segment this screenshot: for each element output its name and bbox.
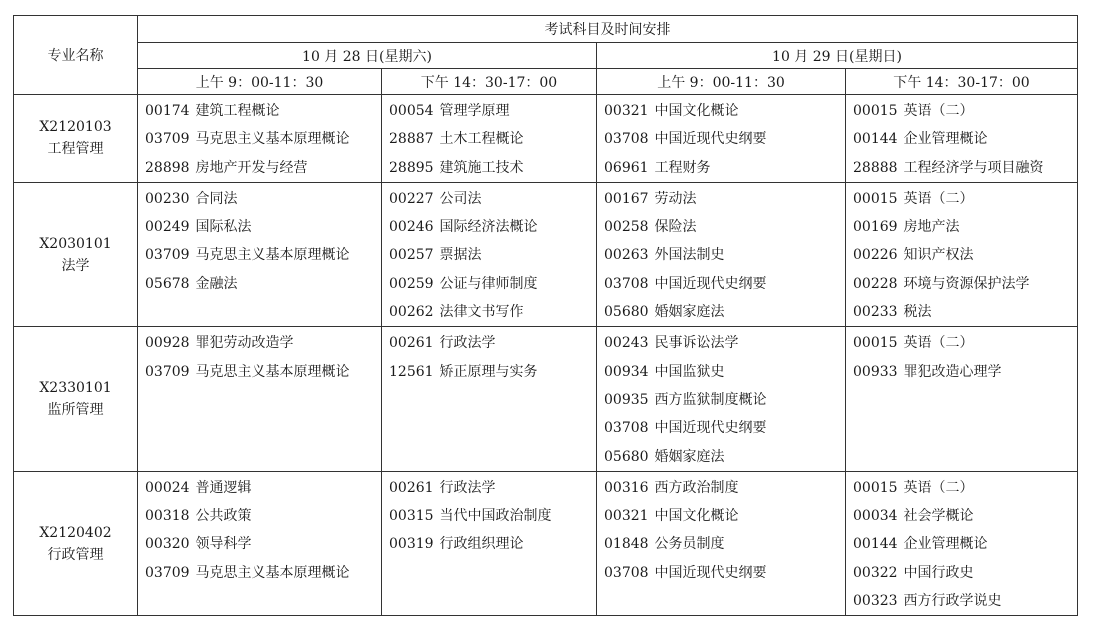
subject-code: 00258 [604, 219, 649, 236]
subject-item [604, 125, 845, 153]
subject-item [853, 502, 1077, 530]
major-name: 监所管理 [47, 402, 104, 419]
subject-item [145, 213, 381, 241]
major-cell [14, 471, 138, 615]
subject-code: 00321 [604, 103, 649, 119]
slot-cell [846, 471, 1078, 615]
subject-name: 外国法制史 [654, 247, 725, 264]
subject-code: 00230 [145, 190, 190, 207]
major-name: 工程管理 [47, 141, 104, 158]
subject-code: 01848 [604, 536, 649, 553]
subject-item [853, 241, 1077, 269]
subject-item [604, 185, 845, 213]
subject-item [389, 298, 596, 326]
schedule-title: 考试科目及时间安排 [138, 16, 1078, 43]
subject-name: 法律文书写作 [439, 304, 524, 321]
slot-cell [138, 182, 382, 326]
slot-cell [138, 95, 382, 183]
subject-code: 05680 [604, 448, 649, 465]
subject-code: 28895 [389, 159, 434, 176]
subject-code: 00249 [145, 219, 190, 236]
major-row [14, 182, 1078, 326]
major-code: X2120402 [39, 524, 112, 541]
subject-code: 00323 [853, 593, 898, 610]
subject-name: 企业管理概论 [903, 536, 988, 553]
major-row [14, 327, 1078, 471]
subject-code: 00015 [853, 479, 898, 496]
subject-item [604, 443, 845, 471]
subject-item [853, 125, 1077, 153]
subject-item [145, 241, 381, 269]
subject-code: 00054 [389, 103, 434, 119]
subject-name: 土木工程概论 [439, 131, 524, 148]
subject-item [853, 559, 1077, 587]
subject-name: 企业管理概论 [903, 131, 988, 148]
major-code: X2030101 [39, 235, 112, 252]
subject-name: 建筑施工技术 [439, 159, 524, 176]
subject-name: 矫正原理与实务 [439, 363, 538, 380]
subject-code: 03708 [604, 564, 649, 581]
subject-code: 00015 [853, 103, 898, 119]
slot-header-day1-am: 上午 9：00-11：30 [138, 69, 382, 95]
subject-code: 00228 [853, 275, 898, 292]
subject-item [853, 358, 1077, 386]
subject-item [853, 154, 1077, 182]
subject-code: 00318 [145, 508, 190, 525]
subject-code: 00015 [853, 335, 898, 352]
slot-cell [382, 327, 597, 471]
slot-cell [138, 471, 382, 615]
subject-code: 28888 [853, 159, 898, 176]
subject-name: 工程经济学与项目融资 [903, 159, 1044, 176]
subject-code: 00935 [604, 391, 649, 408]
subject-name: 西方行政学说史 [903, 593, 1002, 610]
subject-name: 劳动法 [654, 190, 697, 207]
subject-name: 票据法 [439, 247, 482, 264]
subject-name: 房地产开发与经营 [195, 159, 308, 176]
slot-cell [846, 95, 1078, 183]
subject-code: 00144 [853, 131, 898, 148]
subject-item [604, 97, 845, 125]
subject-name: 中国文化概论 [654, 103, 739, 119]
subject-name: 国际经济法概论 [439, 219, 538, 236]
subject-name: 中国近现代史纲要 [654, 131, 767, 148]
subject-code: 00261 [389, 335, 434, 352]
subject-code: 00174 [145, 103, 190, 119]
subject-name: 英语（二） [903, 335, 974, 352]
subject-code: 03709 [145, 363, 190, 380]
slot-cell [382, 471, 597, 615]
slot-cell [382, 182, 597, 326]
subject-item [389, 474, 596, 502]
subject-name: 金融法 [195, 275, 238, 292]
subject-item [604, 154, 845, 182]
major-cell [14, 95, 138, 183]
subject-code: 00167 [604, 190, 649, 207]
subject-code: 00261 [389, 479, 434, 496]
subject-code: 03709 [145, 564, 190, 581]
subject-item [389, 213, 596, 241]
subject-code: 00246 [389, 219, 434, 236]
subject-item [145, 97, 381, 125]
subject-name: 当代中国政治制度 [439, 508, 552, 525]
subject-item [853, 587, 1077, 615]
subject-item [604, 386, 845, 414]
subject-item [389, 97, 596, 125]
subject-item [604, 559, 845, 587]
subject-item [145, 530, 381, 558]
subject-name: 房地产法 [903, 219, 960, 236]
subject-name: 保险法 [654, 219, 697, 236]
slot-cell [597, 327, 846, 471]
subject-code: 00933 [853, 363, 898, 380]
subject-item [145, 559, 381, 587]
subject-code: 00319 [389, 536, 434, 553]
subject-name: 行政法学 [439, 479, 496, 496]
subject-name: 马克思主义基本原理概论 [195, 131, 350, 148]
subject-code: 00321 [604, 508, 649, 525]
subject-name: 税法 [903, 304, 932, 321]
subject-name: 知识产权法 [903, 247, 974, 264]
subject-item [853, 329, 1077, 357]
subject-code: 05680 [604, 304, 649, 321]
day-header-2: 10 月 29 日(星期日) [597, 43, 1078, 69]
subject-name: 环境与资源保护法学 [903, 275, 1030, 292]
subject-item [604, 213, 845, 241]
subject-name: 行政组织理论 [439, 536, 524, 553]
subject-name: 马克思主义基本原理概论 [195, 564, 350, 581]
slot-cell [382, 95, 597, 183]
subject-name: 公司法 [439, 190, 482, 207]
major-row [14, 95, 1078, 183]
day-header-1: 10 月 28 日(星期六) [138, 43, 597, 69]
subject-item [389, 125, 596, 153]
subject-code: 00015 [853, 190, 898, 207]
subject-name: 国际私法 [195, 219, 252, 236]
subject-name: 公证与律师制度 [439, 275, 538, 292]
slot-header-day2-pm: 下午 14：30-17：00 [846, 69, 1078, 95]
subject-item [853, 185, 1077, 213]
subject-code: 03709 [145, 131, 190, 148]
subject-code: 00169 [853, 219, 898, 236]
subject-item [853, 474, 1077, 502]
subject-name: 英语（二） [903, 190, 974, 207]
subject-code: 00034 [853, 508, 898, 525]
subject-code: 00262 [389, 304, 434, 321]
slot-header-day1-pm: 下午 14：30-17：00 [382, 69, 597, 95]
subject-code: 00257 [389, 247, 434, 264]
subject-code: 00259 [389, 275, 434, 292]
subject-item [145, 358, 381, 386]
subject-name: 中国监狱史 [654, 363, 725, 380]
slot-cell [597, 471, 846, 615]
major-column-header: 专业名称 [14, 16, 138, 95]
exam-schedule-table [13, 15, 1078, 616]
subject-item [389, 502, 596, 530]
subject-code: 00315 [389, 508, 434, 525]
major-cell [14, 327, 138, 471]
subject-name: 中国行政史 [903, 564, 974, 581]
subject-item [145, 474, 381, 502]
subject-item [145, 125, 381, 153]
subject-name: 合同法 [195, 190, 238, 207]
subject-name: 中国近现代史纲要 [654, 564, 767, 581]
subject-item [853, 298, 1077, 326]
subject-code: 06961 [604, 159, 649, 176]
subject-code: 00263 [604, 247, 649, 264]
subject-name: 中国近现代史纲要 [654, 275, 767, 292]
subject-name: 中国近现代史纲要 [654, 420, 767, 437]
subject-name: 西方监狱制度概论 [654, 391, 767, 408]
subject-item [604, 474, 845, 502]
subject-name: 公共政策 [195, 508, 252, 525]
subject-code: 00934 [604, 363, 649, 380]
subject-code: 12561 [389, 363, 434, 380]
subject-item [389, 329, 596, 357]
subject-item [145, 270, 381, 298]
subject-code: 28898 [145, 159, 190, 176]
subject-item [389, 358, 596, 386]
subject-code: 00226 [853, 247, 898, 264]
subject-item [853, 213, 1077, 241]
subject-item [145, 185, 381, 213]
subject-name: 英语（二） [903, 479, 974, 496]
subject-name: 马克思主义基本原理概论 [195, 363, 350, 380]
subject-item [604, 329, 845, 357]
subject-name: 领导科学 [195, 536, 252, 553]
slot-cell [846, 327, 1078, 471]
subject-item [389, 241, 596, 269]
subject-code: 00320 [145, 536, 190, 553]
subject-name: 民事诉讼法学 [654, 335, 739, 352]
slot-cell [138, 327, 382, 471]
subject-code: 03708 [604, 420, 649, 437]
subject-code: 03708 [604, 275, 649, 292]
subject-name: 普通逻辑 [195, 479, 252, 496]
subject-item [604, 414, 845, 442]
major-row [14, 471, 1078, 615]
subject-item [389, 185, 596, 213]
slot-cell [846, 182, 1078, 326]
subject-code: 00233 [853, 304, 898, 321]
subject-name: 婚姻家庭法 [654, 304, 725, 321]
subject-name: 英语（二） [903, 103, 974, 119]
subject-item [604, 270, 845, 298]
subject-item [145, 502, 381, 530]
subject-item [604, 298, 845, 326]
schedule-body [14, 95, 1078, 616]
major-cell [14, 182, 138, 326]
subject-name: 工程财务 [654, 159, 711, 176]
subject-item [853, 97, 1077, 125]
major-name: 行政管理 [47, 546, 104, 563]
subject-name: 公务员制度 [654, 536, 725, 553]
subject-item [853, 270, 1077, 298]
subject-item [853, 530, 1077, 558]
subject-item [604, 502, 845, 530]
subject-code: 00322 [853, 564, 898, 581]
subject-code: 03709 [145, 247, 190, 264]
subject-name: 中国文化概论 [654, 508, 739, 525]
subject-name: 罪犯劳动改造学 [195, 335, 294, 352]
subject-code: 00024 [145, 479, 190, 496]
subject-item [145, 154, 381, 182]
subject-code: 28887 [389, 131, 434, 148]
subject-name: 建筑工程概论 [195, 103, 280, 119]
subject-name: 马克思主义基本原理概论 [195, 247, 350, 264]
major-code: X2330101 [39, 380, 112, 397]
subject-item [389, 270, 596, 298]
subject-code: 05678 [145, 275, 190, 292]
subject-code: 00227 [389, 190, 434, 207]
slot-cell [597, 182, 846, 326]
subject-name: 管理学原理 [439, 103, 510, 119]
major-name: 法学 [61, 257, 90, 274]
subject-item [604, 241, 845, 269]
subject-code: 00928 [145, 335, 190, 352]
subject-code: 03708 [604, 131, 649, 148]
subject-item [389, 530, 596, 558]
subject-item [604, 530, 845, 558]
major-code: X2120103 [39, 119, 112, 136]
subject-name: 行政法学 [439, 335, 496, 352]
subject-name: 婚姻家庭法 [654, 448, 725, 465]
subject-item [389, 154, 596, 182]
subject-name: 西方政治制度 [654, 479, 739, 496]
subject-code: 00316 [604, 479, 649, 496]
subject-code: 00144 [853, 536, 898, 553]
subject-item [145, 329, 381, 357]
subject-name: 罪犯改造心理学 [903, 363, 1002, 380]
slot-cell [597, 95, 846, 183]
slot-header-day2-am: 上午 9：00-11：30 [597, 69, 846, 95]
subject-name: 社会学概论 [903, 508, 974, 525]
subject-code: 00243 [604, 335, 649, 352]
subject-item [604, 358, 845, 386]
